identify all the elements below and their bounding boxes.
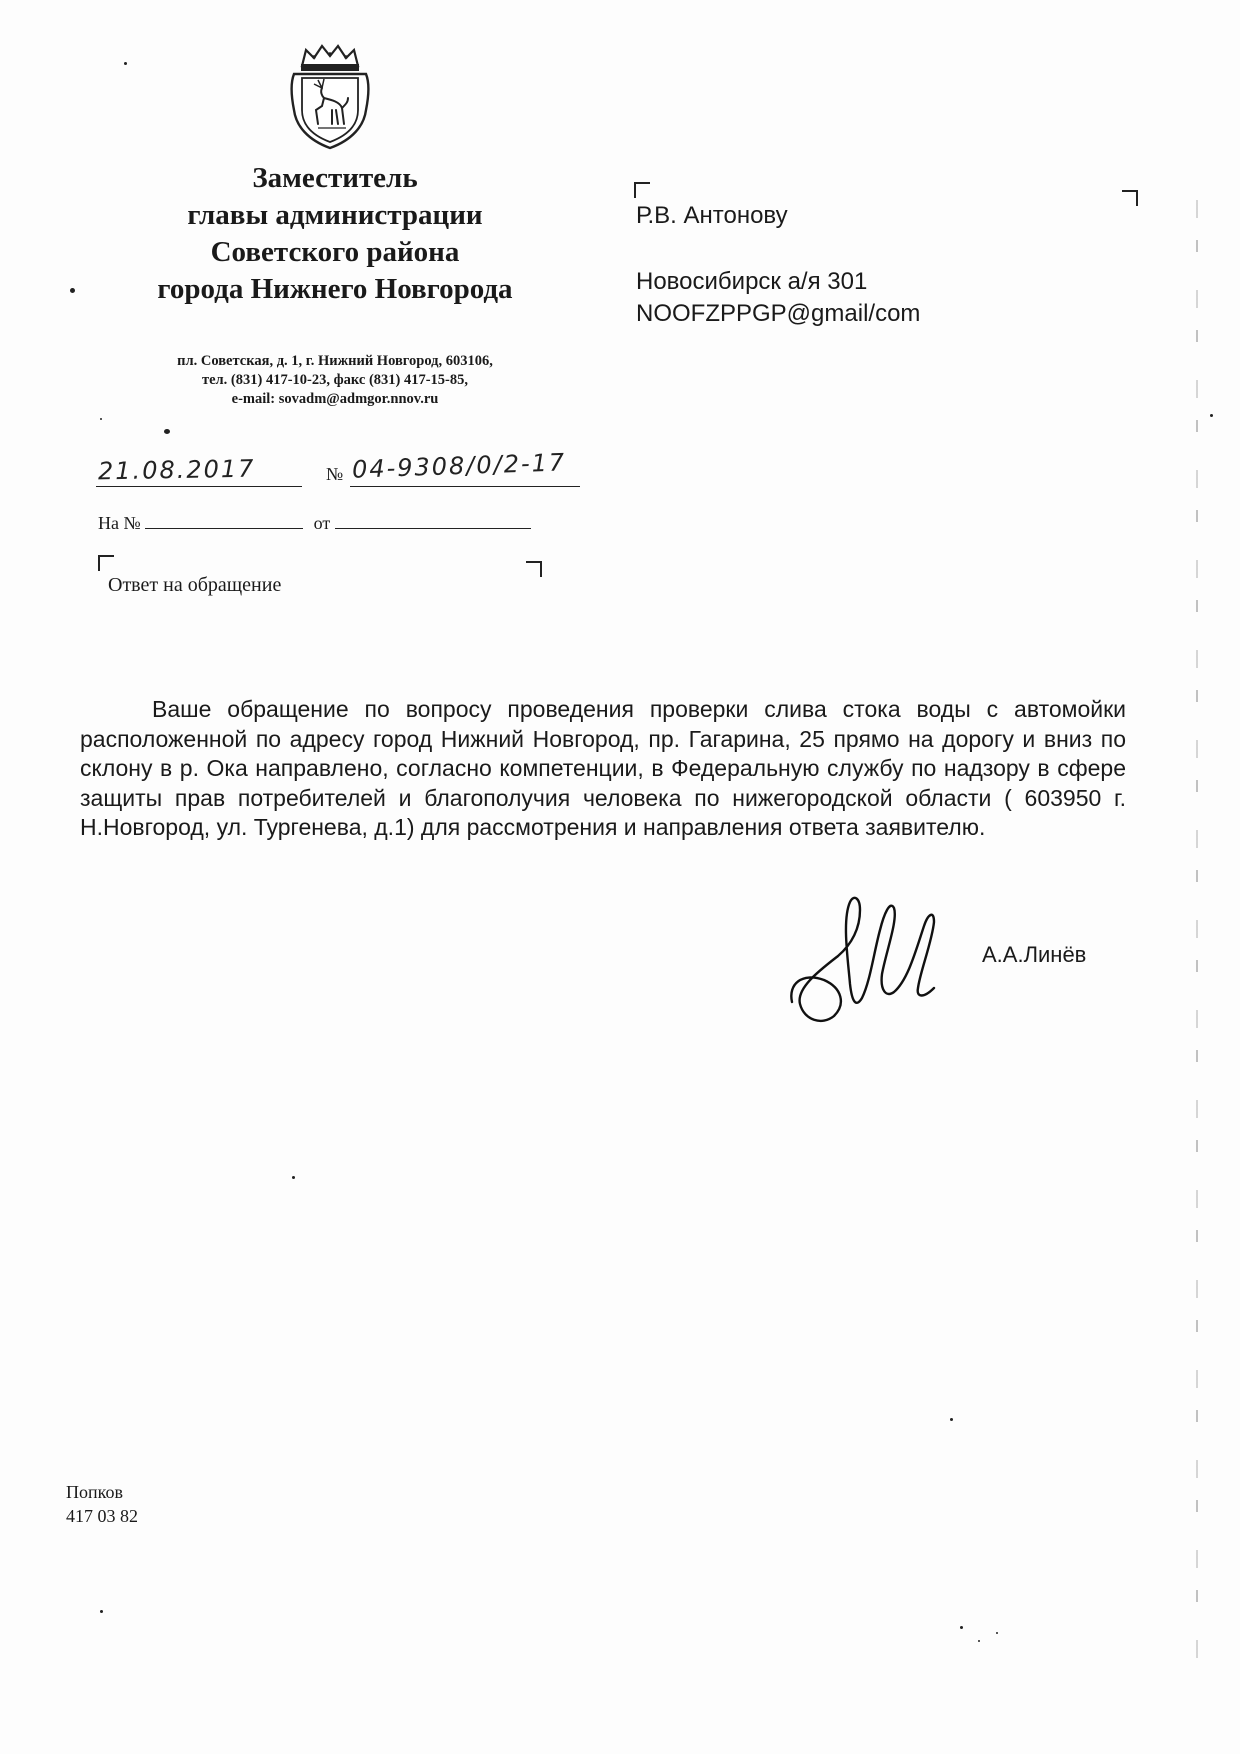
registration-number-field <box>350 448 580 487</box>
subject-corner-mark-left <box>98 555 114 571</box>
nizhny-novgorod-coat-of-arms-icon <box>288 44 372 152</box>
reference-row <box>98 510 531 534</box>
registration-number-label: № <box>326 464 344 484</box>
recipient-email: NOOFZPPGP@gmail/com <box>636 300 921 327</box>
sender-title-line: города Нижнего Новгорода <box>157 273 513 305</box>
scan-speck <box>960 1626 963 1629</box>
sender-address-line: пл. Советская, д. 1, г. Нижний Новгород, 603106, <box>177 353 493 369</box>
reference-date-label: от <box>313 513 331 533</box>
executor-name: Попков <box>66 1482 123 1502</box>
registration-date: 21.08.2017 <box>97 454 256 486</box>
signer-name: А.А.Линёв <box>982 942 1087 967</box>
reference-number-label: На № <box>98 513 141 533</box>
scan-speck <box>100 418 102 420</box>
sender-address <box>90 352 580 409</box>
recipient-block <box>636 200 920 330</box>
letter-body: Ваше обращение по вопросу проведения проверки слива стока воды с автомойки расположенной по адресу город Нижний Новгород, пр. Гагарина, 25 прямо на дорогу и вниз по склону в р. Ока направлено, согласно компетенции, в Федеральную службу по надзору в сфере защиты прав потребителей и благополучия человека по нижегородской области ( 603950 г. Н.Новгород, ул. Тургенева, д.1) для рассмотрения и направления ответа заявителю. <box>80 696 1126 840</box>
sender-address-line: e-mail: sovadm@admgor.nnov.ru <box>231 391 439 407</box>
scan-speck <box>978 1640 980 1642</box>
registration-number: 04-9308/0/2-17 <box>351 448 567 484</box>
scan-speck <box>1210 414 1213 417</box>
recipient-name: Р.В. Антонову <box>636 202 788 229</box>
scan-speck <box>100 1610 103 1613</box>
executor-block <box>66 1480 138 1528</box>
reference-date-blank <box>335 510 531 529</box>
scan-speck <box>950 1418 953 1421</box>
subject-corner-mark-right <box>526 561 542 577</box>
handwritten-signature <box>784 880 970 1030</box>
scan-edge-artifact <box>1196 200 1198 1680</box>
sender-title-line: Советского района <box>210 236 460 268</box>
sender-address-line: тел. (831) 417-10-23, факс (831) 417-15-85, <box>201 372 469 388</box>
sender-title <box>90 160 580 308</box>
sender-title-line: главы администрации <box>187 199 483 231</box>
executor-phone: 417 03 82 <box>66 1506 138 1526</box>
scan-speck <box>70 288 75 293</box>
recipient-corner-mark-left <box>634 182 650 198</box>
scan-speck <box>996 1632 998 1634</box>
registration-date-field <box>96 456 302 487</box>
scan-speck <box>124 62 127 65</box>
recipient-corner-mark-right <box>1122 190 1138 206</box>
scan-speck <box>292 1176 295 1179</box>
letter-subject: Ответ на обращение <box>108 574 282 596</box>
reference-number-blank <box>145 510 303 529</box>
scan-speck <box>164 429 170 434</box>
sender-title-line: Заместитель <box>252 162 418 194</box>
recipient-address: Новосибирск а/я 301 <box>636 268 868 295</box>
